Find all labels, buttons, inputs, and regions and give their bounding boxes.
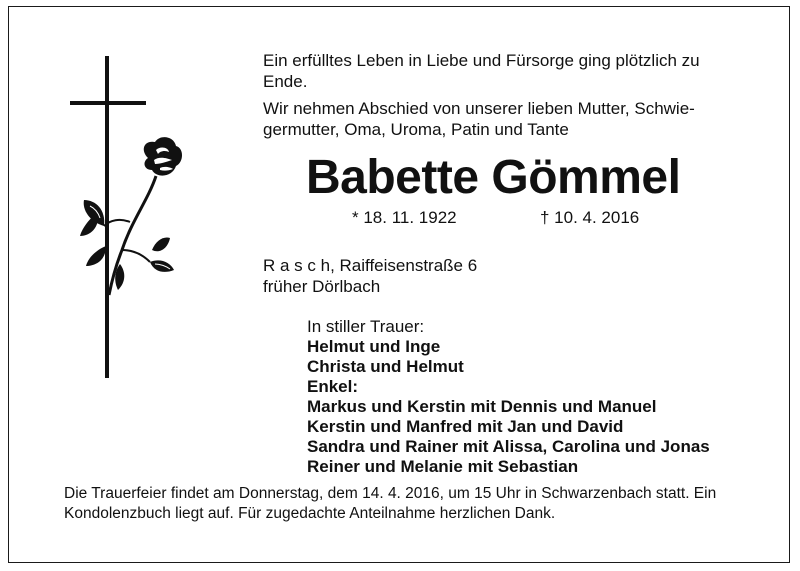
death-date: † 10. 4. 2016 <box>540 208 640 227</box>
deceased-name: Babette Gömmel <box>306 151 681 204</box>
cross-with-rose-icon <box>60 50 200 380</box>
mourner-line: Helmut und Inge <box>307 337 441 356</box>
farewell-line-2: germutter, Oma, Uroma, Patin und Tante <box>263 120 569 139</box>
mourners-list <box>307 317 710 477</box>
mourner-line: Sandra und Rainer mit Alissa, Carolina und Jonas <box>307 437 710 456</box>
mourner-line: Reiner und Melanie mit Sebastian <box>307 457 579 476</box>
mourner-line: Markus und Kerstin mit Dennis und Manuel <box>307 397 657 416</box>
address-line-2: früher Dörlbach <box>263 277 381 296</box>
farewell-line-1: Wir nehmen Abschied von unserer lieben Mutter, Schwie- <box>263 99 695 118</box>
intro-line-1: Ein erfülltes Leben in Liebe und Fürsorge ging plötzlich zu <box>263 51 700 70</box>
mourner-line: Kerstin und Manfred mit Jan und David <box>307 417 624 436</box>
closing-line-2: Kondolenzbuch liegt auf. Für zugedachte Anteilnahme herzlichen Dank. <box>64 505 556 522</box>
closing-text <box>64 484 716 524</box>
address <box>263 255 477 297</box>
mourners-heading: In stiller Trauer: <box>307 317 425 336</box>
mourner-line: Enkel: <box>307 377 359 396</box>
closing-line-1: Die Trauerfeier findet am Donnerstag, dem 14. 4. 2016, um 15 Uhr in Schwarzenbach statt. Ein <box>64 485 717 502</box>
farewell-text <box>263 98 695 140</box>
mourner-line: Christa und Helmut <box>307 357 464 376</box>
address-line-1: R a s c h, Raiffeisenstraße 6 <box>263 256 478 275</box>
birth-date: * 18. 11. 1922 <box>352 208 457 227</box>
intro-line-2: Ende. <box>263 72 308 91</box>
intro-text <box>263 50 700 92</box>
